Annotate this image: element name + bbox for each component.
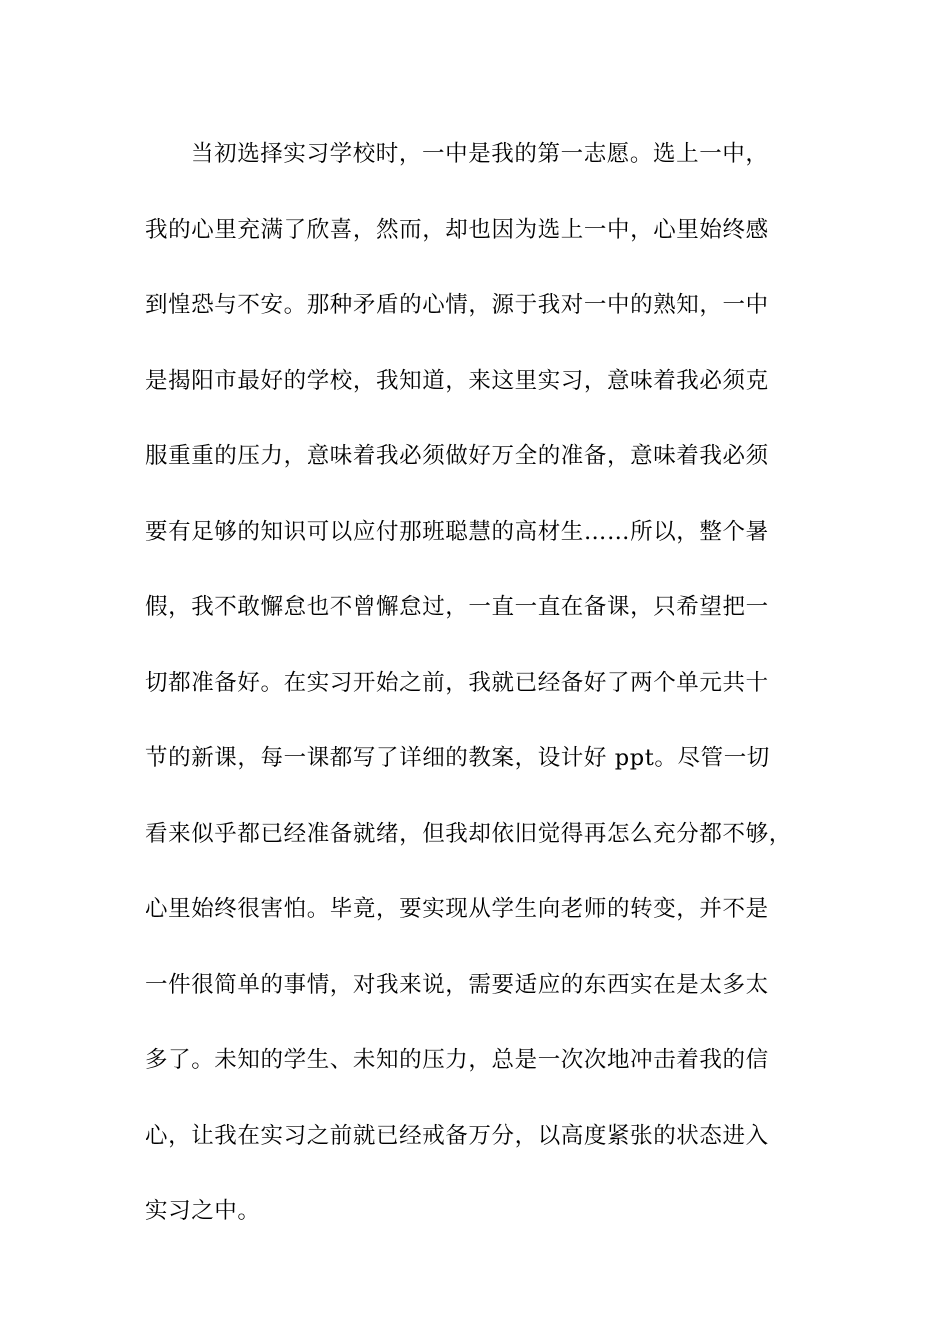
paragraph-line: 心，让我在实习之前就已经戒备万分，以高度紧张的状态进入 [145,1122,769,1149]
paragraph-line: 多了。未知的学生、未知的压力，总是一次次地冲击着我的信 [145,1047,769,1073]
paragraph-line: 要有足够的知识可以应付那班聪慧的高材生……所以，整个暑 [145,518,769,545]
paragraph [145,130,825,1263]
paragraph-line: 节的新课，每一课都写了详细的教案，设计好 ppt。尽管一切 [145,745,770,771]
paragraph-line: 实习之中。 [145,1198,261,1224]
paragraph-line: 我的心里充满了欣喜，然而，却也因为选上一中，心里始终感 [145,216,769,243]
paragraph-line: 假，我不敢懈怠也不曾懈怠过，一直一直在备课，只希望把一 [145,594,769,620]
paragraph-line: 到惶恐与不安。那种矛盾的心情，源于我对一中的熟知，一中 [145,292,769,318]
paragraph-line: 切都准备好。在实习开始之前，我就已经备好了两个单元共十 [145,669,769,696]
paragraph-line: 服重重的压力，意味着我必须做好万全的准备，意味着我必须 [145,443,769,469]
paragraph-line: 是揭阳市最好的学校，我知道，来这里实习，意味着我必须克 [145,367,769,394]
paragraph-line: 看来似乎都已经准备就绪，但我却依旧觉得再怎么充分都不够， [145,820,792,847]
paragraph-line: 一件很简单的事情，对我来说，需要适应的东西实在是太多太 [145,971,769,998]
paragraph-line: 心里始终很害怕。毕竟，要实现从学生向老师的转变，并不是 [145,896,769,922]
paragraph-line: 当初选择实习学校时，一中是我的第一志愿。选上一中， [191,141,769,167]
